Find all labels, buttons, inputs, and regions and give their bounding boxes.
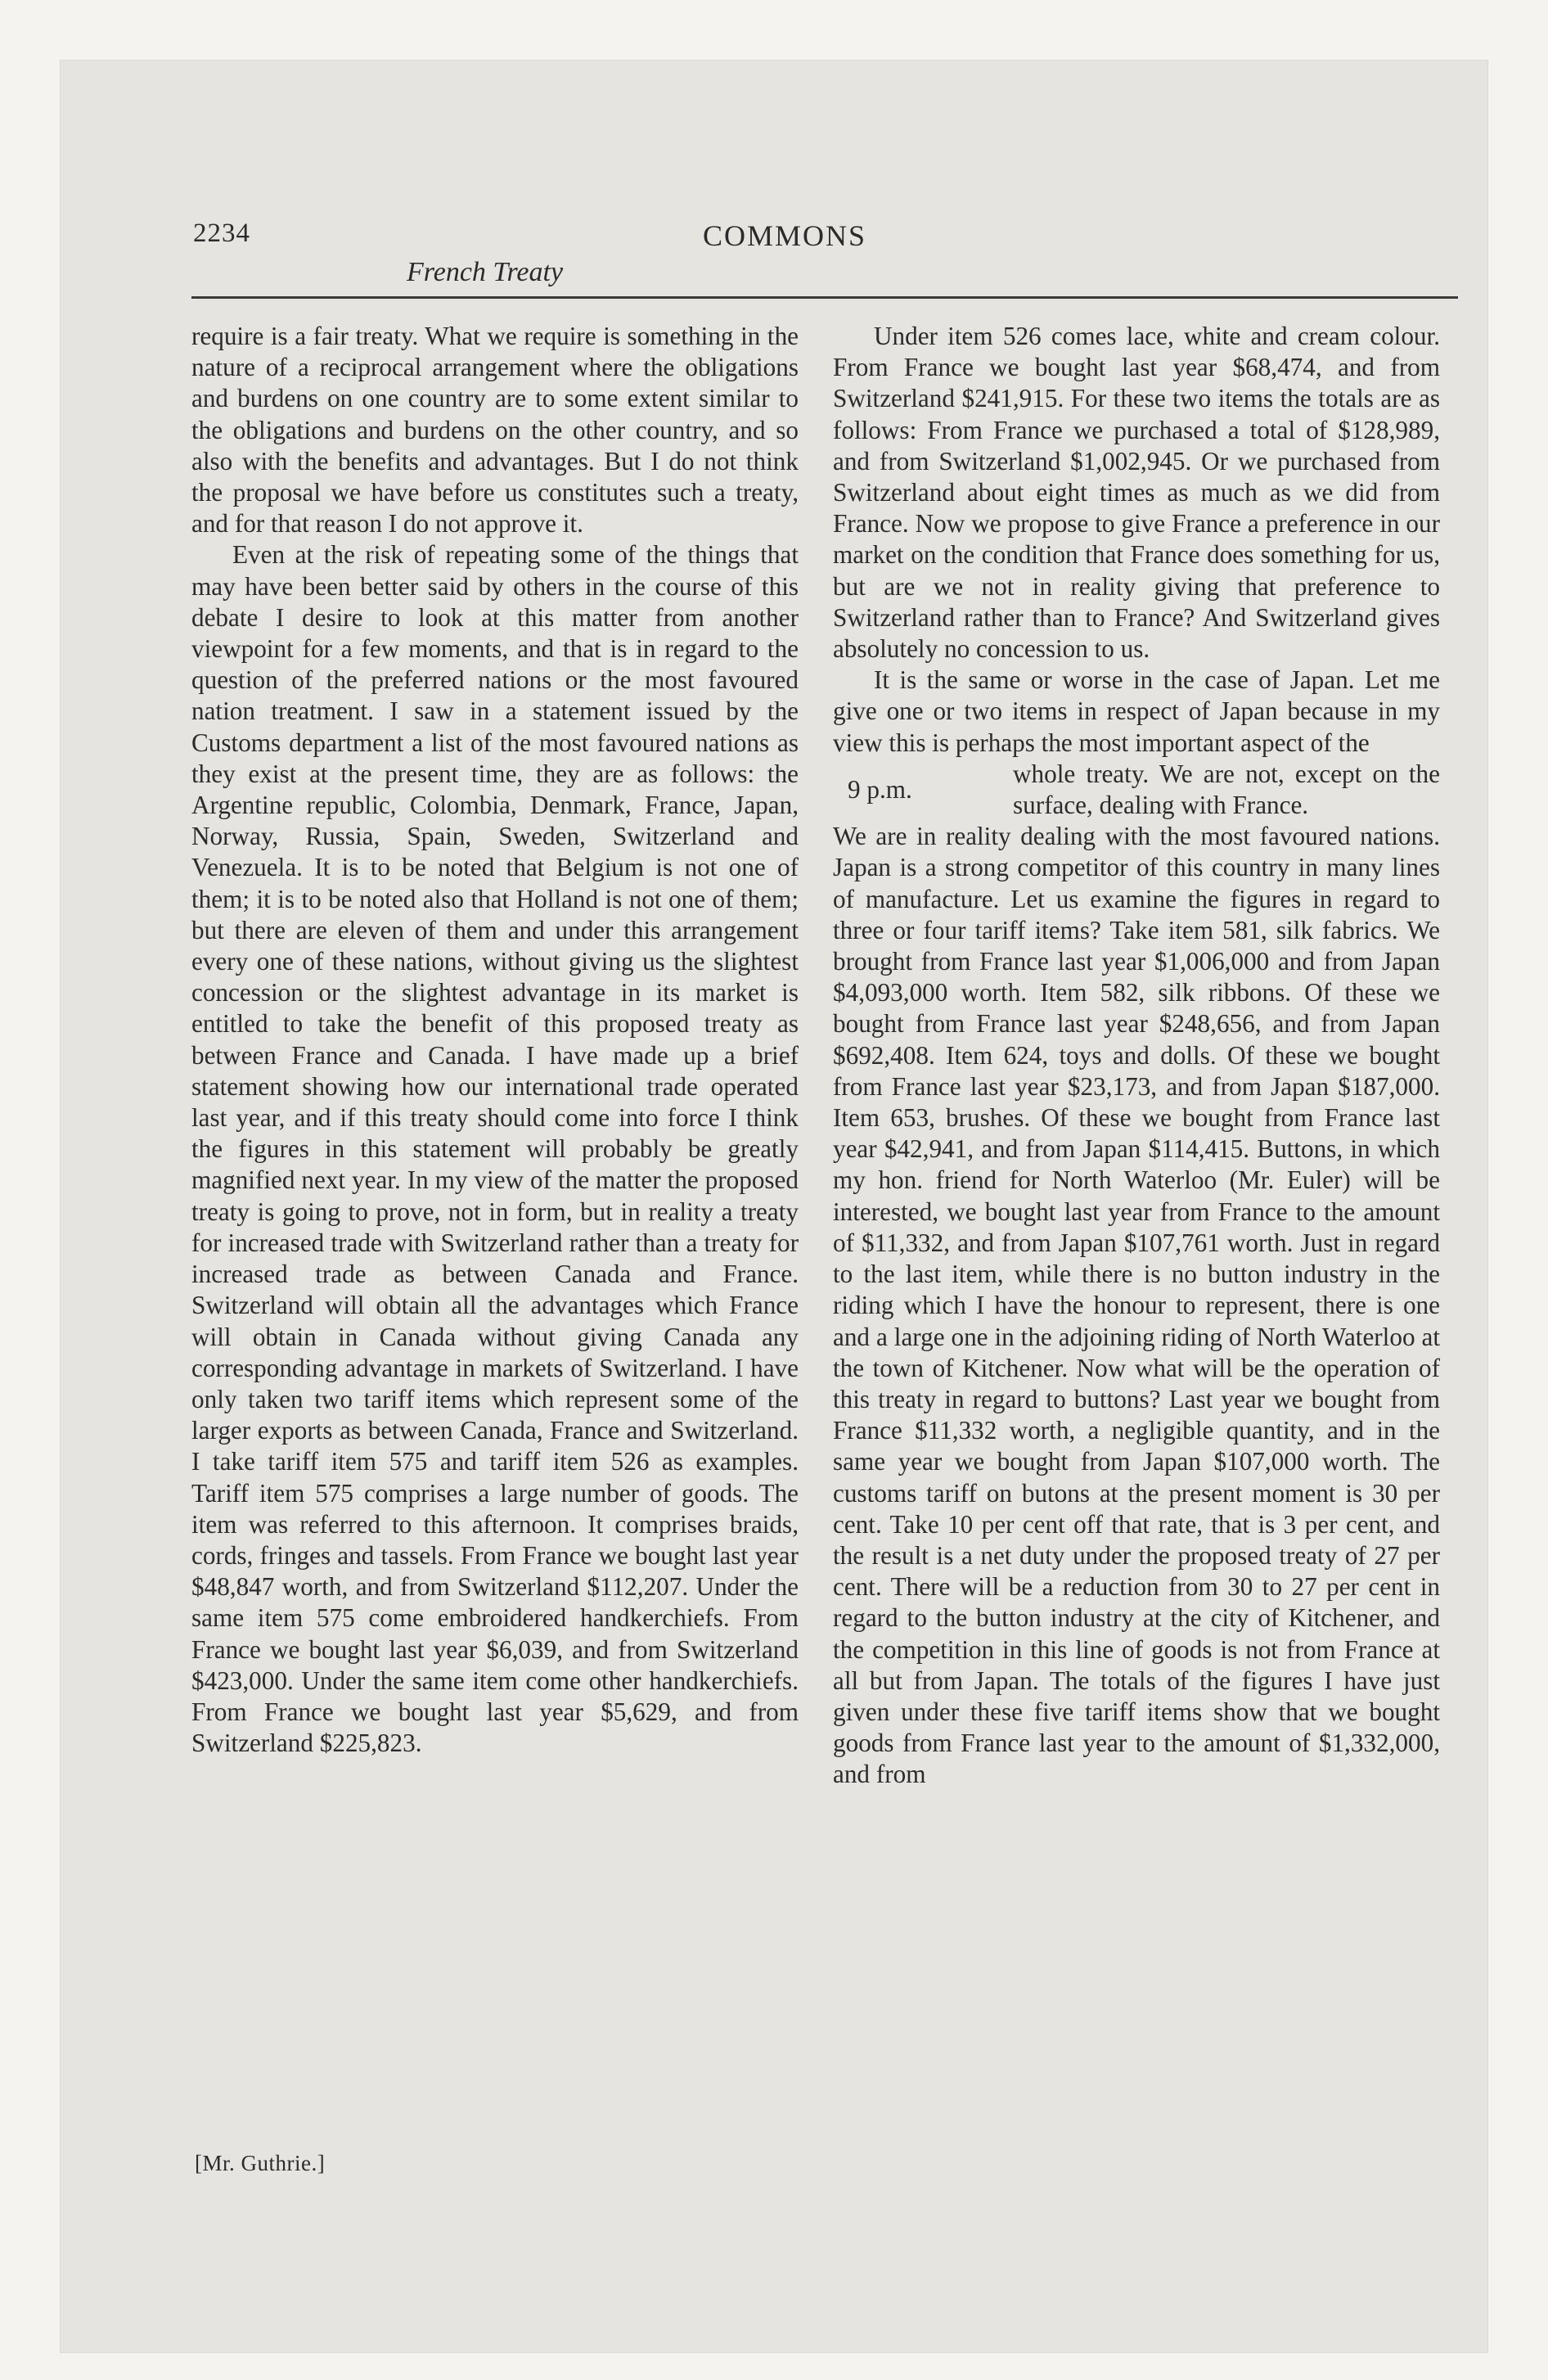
left-paragraph-1: require is a fair treaty. What we require is something in the nature of a reciprocal arrangement where the obligations and burdens on one country are to some extent similar to the obligations and burdens on the other country, and so also with the benefits and advantages. But I do not think the proposal we have before us constitutes such a treaty, and for that reason I do not approve it.: [191, 322, 799, 539]
right-paragraph-1: Under item 526 comes lace, white and cream colour. From France we bought last year $68,474, and from Switzerland $241,915. For these two items the totals are as follows: From France we purchased a total of $128,989, and from Switzerland $1,002,945. Or we purchased from Switzerland about eight times as much as we did from France. Now we propose to give France a preference in our market on the condition that France does something for us, but are we not in reality giving that preference to Switzerland rather than to France? And Switzerland gives absolutely no concession to us.: [833, 322, 1440, 664]
running-header: COMMONS: [703, 219, 867, 252]
left-column: [191, 321, 799, 1759]
right-paragraph-2-start: It is the same or worse in the case of Japan. Let me give one or two items in respect of Japan because in my view this is perhaps the most important aspect of the: [833, 665, 1440, 757]
section-subtitle: French Treaty: [407, 257, 564, 287]
header-rule: [191, 296, 1458, 299]
right-column: [833, 321, 1440, 1791]
margin-note-row: [833, 759, 1440, 821]
left-paragraph-2: Even at the risk of repeating some of the things that may have been better said by others in the course of this debate I desire to look at this matter from another viewpoint for a few moments, and that is in regard to the question of the preferred nations or the most favoured nation treatment. I saw in a statement issued by the Customs department a list of the most favoured nations as they exist at the present time, they are as follows: the Argentine republic, Colombia, Denmark, France, Japan, Norway, Russia, Spain, Sweden, Switzerland and Venezuela. It is to be noted that Belgium is not one of them; it is to be noted also that Holland is not one of them; but there are eleven of them and under this arrangement every one of these nations, without giving us the slightest concession or the slightest advantage in its market is entitled to take the benefit of this proposed treaty as between France and Canada. I have made up a brief statement showing how our international trade operated last year, and if this treaty should come into force I think the figures in this statement will probably be greatly magnified next year. In my view of the matter the proposed treaty is going to prove, not in form, but in reality a treaty for increased trade with Switzerland rather than a treaty for increased trade as between Canada and France. Switzerland will obtain all the advantages which France will obtain in Canada without giving Canada any corresponding advantage in markets of Switzerland. I have only taken two tariff items which represent some of the larger exports as between Canada, France and Switzerland. I take tariff item 575 and tariff item 526 as examples. Tariff item 575 comprises a large number of goods. The item was referred to this afternoon. It comprises braids, cords, fringes and tassels. From France we bought last year $48,847 worth, and from Switzerland $112,207. Under the same item 575 come embroidered handkerchiefs. From France we bought last year $6,039, and from Switzerland $423,000. Under the same item come other handkerchiefs. From France we bought last year $5,629, and from Switzerland $225,823.: [191, 540, 799, 1758]
page-number: 2234: [193, 219, 250, 248]
time-margin-note: 9 p.m.: [848, 774, 912, 804]
speaker-attribution: [Mr. Guthrie.]: [195, 2151, 326, 2175]
page-sheet: [61, 61, 1487, 2352]
right-paragraph-2-end: We are in reality dealing with the most favoured nations. Japan is a strong competitor of this country in many lines of manufacture. Let us examine the figures in regard to three or four tariff items? Take item 581, silk fabrics. We brought from France last year $1,006,000 and from Japan $4,093,000 worth. Item 582, silk ribbons. Of these we bought from France last year $248,656, and from Japan $692,408. Item 624, toys and dolls. Of these we bought from France last year $23,173, and from Japan $187,000. Item 653, brushes. Of these we bought from France last year $42,941, and from Japan $114,415. Buttons, in which my hon. friend for North Waterloo (Mr. Euler) will be interested, we bought last year from France to the amount of $11,332, and from Japan $107,761 worth. Just in regard to the last item, while there is no button industry in the riding which I have the honour to represent, there is one and a large one in the adjoining riding of North Waterloo at the town of Kitchener. Now what will be the operation of this treaty in regard to buttons? Last year we bought from France $11,332 worth, a negligible quantity, and in the same year we bought from Japan $107,000 worth. The customs tariff on butons at the present moment is 30 per cent. Take 10 per cent off that rate, that is 3 per cent, and the result is a net duty under the proposed treaty of 27 per cent. There will be a reduction from 30 to 27 per cent in regard to the button industry at the city of Kitchener, and the competition in this line of goods is not from France at all but from Japan. The totals of the figures I have just given under these five tariff items show that we bought goods from France last year to the amount of $1,332,000, and from: [833, 822, 1440, 1789]
margin-note-text: whole treaty. We are not, except on the surface, dealing with France.: [1013, 759, 1440, 820]
